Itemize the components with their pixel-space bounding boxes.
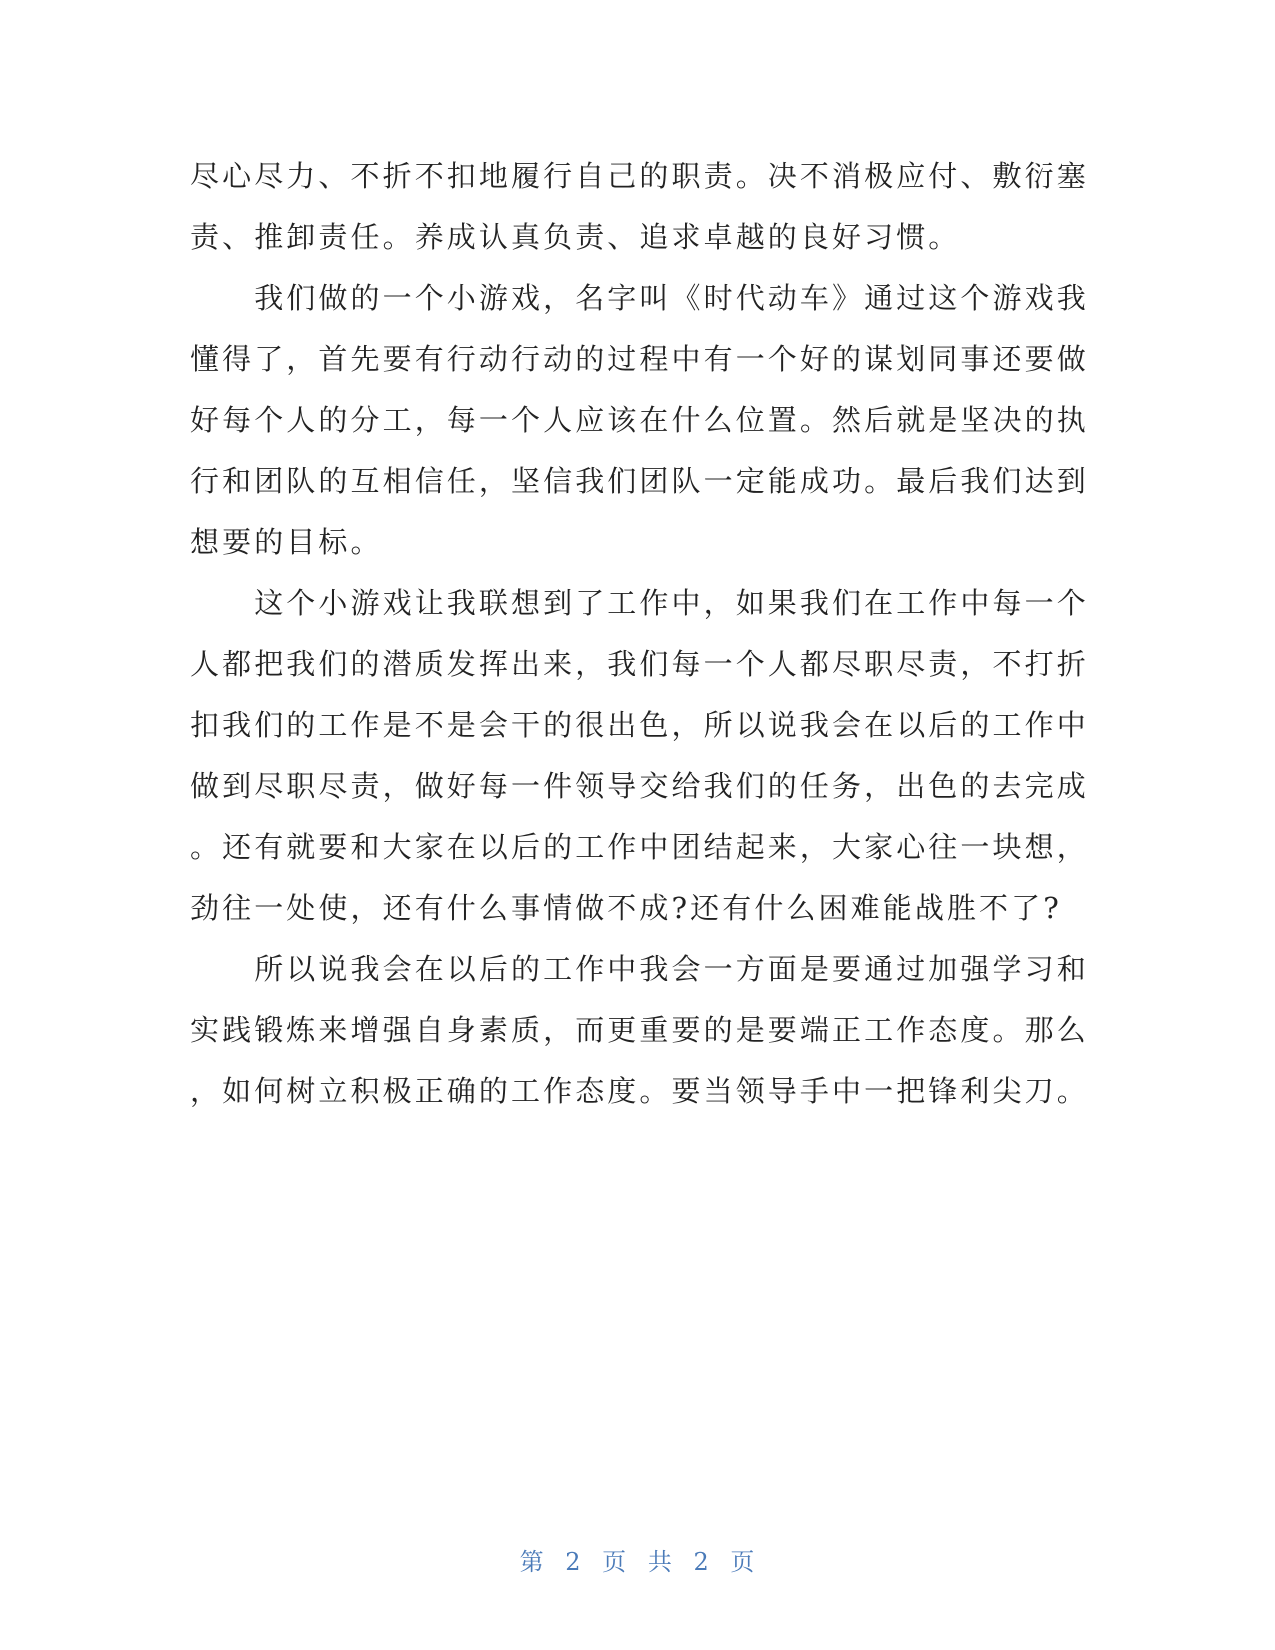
text-line: 懂得了，首先要有行动行动的过程中有一个好的谋划同事还要做 xyxy=(190,342,1089,376)
text-line: 想要的目标。 xyxy=(190,525,383,559)
text-line: 人都把我们的潜质发挥出来，我们每一个人都尽职尽责，不打折 xyxy=(190,647,1089,681)
current-page-number: 2 xyxy=(565,1548,582,1576)
footer-label-ye-2: 页 xyxy=(730,1548,756,1576)
text-line: 。还有就要和大家在以后的工作中团结起来，大家心往一块想， xyxy=(190,830,1089,864)
text-line: 我们做的一个小游戏，名字叫《时代动车》通过这个游戏我 xyxy=(190,281,1089,315)
text-line: 实践锻炼来增强自身素质，而更重要的是要端正工作态度。那么 xyxy=(190,1013,1089,1047)
text-line: 这个小游戏让我联想到了工作中，如果我们在工作中每一个 xyxy=(190,586,1089,620)
footer-label-gong: 共 xyxy=(647,1548,673,1576)
text-line: ，如何树立积极正确的工作态度。要当领导手中一把锋利尖刀。 xyxy=(190,1074,1089,1108)
total-pages-number: 2 xyxy=(693,1548,710,1576)
text-line: 好每个人的分工，每一个人应该在什么位置。然后就是坚决的执 xyxy=(190,403,1089,437)
text-line: 责、推卸责任。养成认真负责、追求卓越的良好习惯。 xyxy=(190,220,961,254)
text-line: 所以说我会在以后的工作中我会一方面是要通过加强学习和 xyxy=(190,952,1089,986)
text-line: 行和团队的互相信任，坚信我们团队一定能成功。最后我们达到 xyxy=(190,464,1089,498)
page-footer xyxy=(0,1546,1275,1578)
text-line: 尽心尽力、不折不扣地履行自己的职责。决不消极应付、敷衍塞 xyxy=(190,159,1089,193)
text-line: 做到尽职尽责，做好每一件领导交给我们的任务，出色的去完成 xyxy=(190,769,1089,803)
text-line: 扣我们的工作是不是会干的很出色，所以说我会在以后的工作中 xyxy=(190,708,1089,742)
footer-label-ye: 页 xyxy=(602,1548,628,1576)
document-body xyxy=(190,146,1089,1122)
text-line: 劲往一处使，还有什么事情做不成?还有什么困难能战胜不了? xyxy=(190,891,1062,925)
footer-label-di: 第 xyxy=(519,1548,545,1576)
